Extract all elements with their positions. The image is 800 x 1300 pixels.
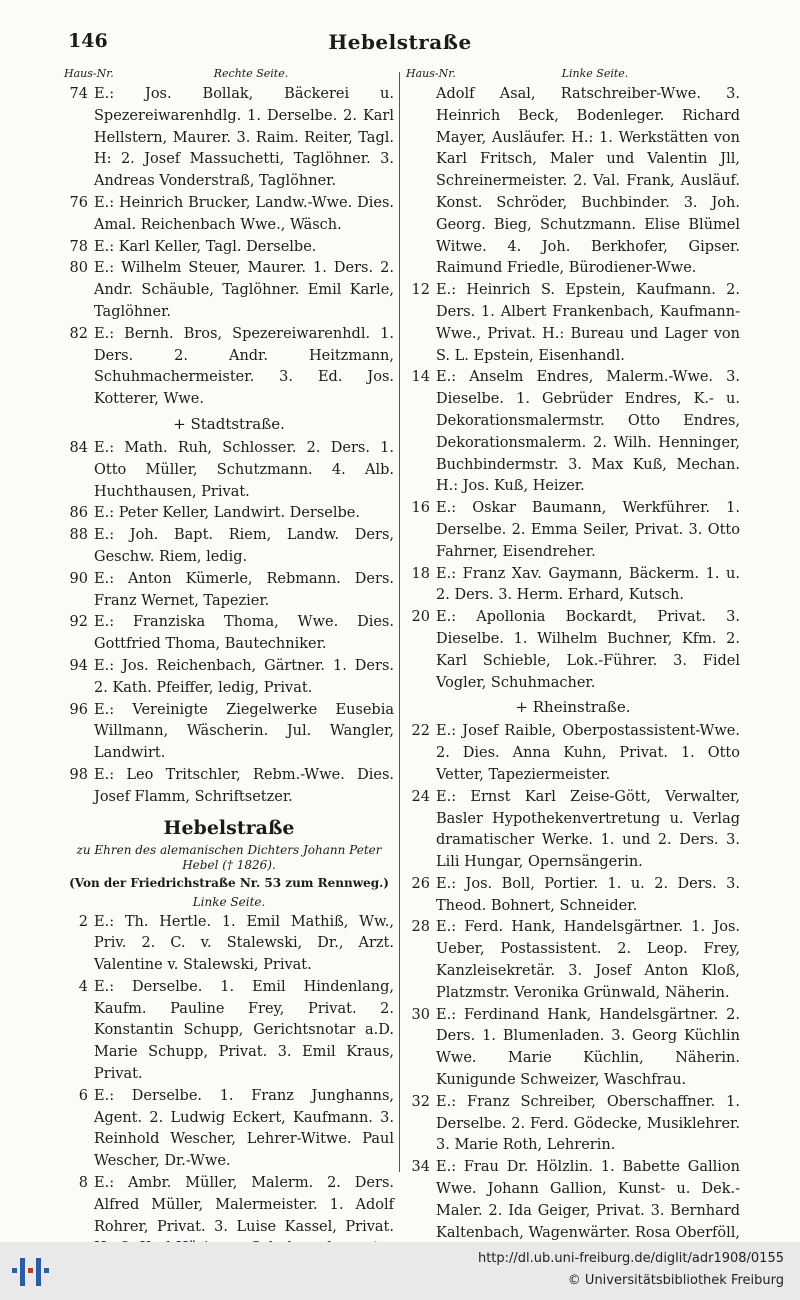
house-number: 32 xyxy=(411,1093,430,1110)
entry-text: E.: Ferd. Hank, Handelsgärtner. 1. Jos. Ueber, Postassistent. 2. Leop. Frey, Kanzleisekretär. 3. Josef Anton Kloß, Platzmstr. Veronika Grünwald, Näherin. xyxy=(436,919,740,1001)
house-number: 24 xyxy=(411,788,430,805)
entry-text: E.: Frau Dr. Hölzlin. 1. Babette Gallion Wwe. Johann Gallion, Kunst- u. Dek.-Maler. 2. Ida Geiger, Privat. 3. Bernhard Kaltenbach, Wagenwärter. Rosa Oberföll, xyxy=(436,1159,740,1241)
entry-text: E.: Peter Keller, Landwirt. Derselbe. xyxy=(94,505,360,522)
page-number: 146 xyxy=(68,30,108,52)
address-entry xyxy=(64,977,394,1086)
entry-text: E.: Wilhelm Steuer, Maurer. 1. Ders. 2. Andr. Schäuble, Taglöhner. Emil Karle, Taglöhner. xyxy=(94,260,394,320)
viewer-footer xyxy=(0,1242,800,1300)
address-entry xyxy=(406,874,740,918)
street-dedication: zu Ehren des alemanischen Dichters Johann Peter Hebel († 1826). xyxy=(76,842,382,872)
right-entries-b xyxy=(406,721,740,1242)
house-number: 76 xyxy=(69,194,88,211)
house-number xyxy=(406,84,436,280)
house-number: 14 xyxy=(411,369,430,386)
house-number: 2 xyxy=(78,913,88,930)
entry-text: E.: Jos. Bollak, Bäckerei u. Spezereiwarenhdlg. 1. Derselbe. 2. Karl Hellstern, Maurer. 3. Raim. Reiter, Tagl. H: 2. Josef Massuchetti, Taglöhner. 3. Andreas Vonderstraß, Taglöhner. xyxy=(94,86,394,190)
entry-text: E.: Franz Schreiber, Oberschaffner. 1. Derselbe. 2. Ferd. Gödecke, Musiklehrer. 3. Marie Roth, Lehrerin. xyxy=(436,1093,740,1154)
sub-side-label: Linke Seite. xyxy=(192,894,266,909)
house-number: 82 xyxy=(69,325,88,342)
entry-text: E.: Ernst Karl Zeise-Gött, Verwalter, Basler Hypothekenvertretung u. Verlag dramatischer Werke. 1. und 2. Ders. 3. Lili Hungar, Opernsängerin. xyxy=(436,788,740,871)
column-divider xyxy=(399,72,400,1172)
address-entry xyxy=(64,569,394,613)
address-entry xyxy=(64,656,394,700)
left-entries-b xyxy=(64,438,394,809)
entry-text: E.: Franziska Thoma, Wwe. Dies. Gottfried Thoma, Bautechniker. xyxy=(94,614,394,653)
address-entry xyxy=(406,498,740,563)
house-number: 30 xyxy=(411,1006,430,1023)
address-entry xyxy=(64,438,394,503)
house-number: 28 xyxy=(411,919,430,936)
entry-text: E.: Ferdinand Hank, Handelsgärtner. 2. Ders. 1. Blumenladen. 3. Georg Küchlin Wwe. Marie Küchlin, Näherin. Kunigunde Schweizer, Waschfrau. xyxy=(436,1006,740,1089)
house-number: 20 xyxy=(411,609,430,626)
address-entry xyxy=(406,787,740,874)
house-number: 34 xyxy=(411,1159,430,1176)
address-entry xyxy=(64,612,394,656)
address-entry xyxy=(64,503,394,525)
page-title: Hebelstraße xyxy=(328,30,472,54)
entry-text: E.: Derselbe. 1. Franz Junghanns, Agent. 2. Ludwig Eckert, Kaufmann. 3. Reinhold Wescher, Lehrer-Witwe. Paul Wescher, Dr.-Wwe. xyxy=(94,1087,394,1170)
entry-text: E.: Heinrich Brucker, Landw.-Wwe. Dies. Amal. Reichenbach Wwe., Wäsch. xyxy=(94,194,394,233)
house-number: 78 xyxy=(69,238,88,255)
entry-text: E.: Franz Xav. Gaymann, Bäckerm. 1. u. 2. Ders. 3. Herm. Erhard, Kutsch. xyxy=(436,565,740,604)
right-column xyxy=(406,64,740,1242)
address-entry xyxy=(64,237,394,259)
house-number: 8 xyxy=(78,1175,88,1192)
address-entry xyxy=(406,721,740,786)
entry-text: E.: Ambr. Müller, Malerm. 2. Ders. Alfred Müller, Malermeister. 1. Adolf Rohrer, Privat. 3. Luise Kassel, Privat. xyxy=(94,1175,394,1235)
section-title: Hebelstraße xyxy=(163,816,295,839)
address-entry xyxy=(406,564,740,608)
left-entries-a xyxy=(64,84,394,411)
address-entry xyxy=(406,1157,740,1242)
entry-text: E.: Derselbe. 1. Emil Hindenlang, Kaufm. Pauline Frey, Privat. 2. Konstantin Schupp, Gerichtsnotar a.D. Marie Schupp, Privat. 3. Emil Kraus, Privat. xyxy=(94,978,394,1083)
address-entry xyxy=(64,1173,394,1242)
entry-text: E.: Joh. Bapt. Riem, Landw. Ders, Geschw. Riem, ledig. xyxy=(94,527,394,565)
entry-text: E.: Leo Tritschler, Rebm.-Wwe. Dies. Josef Flamm, Schriftsetzer. xyxy=(94,766,394,805)
source-url-link[interactable]: http://dl.ub.uni-freiburg.de/diglit/adr1908/0155 xyxy=(477,1251,784,1266)
address-entry xyxy=(64,1086,394,1173)
house-number: 6 xyxy=(78,1087,88,1104)
right-entries-a xyxy=(406,84,740,694)
right-column-header xyxy=(406,64,740,84)
house-number: 4 xyxy=(78,978,88,995)
house-number: 18 xyxy=(411,565,430,582)
left-entries-c xyxy=(64,912,394,1243)
house-number: 94 xyxy=(69,657,88,674)
entry-text: E.: Bernh. Bros, Spezereiwarenhdl. 1. Ders. 2. Andr. Heitzmann, Schuhmachermeister. 3. Ed. Jos. Kotterer, Wwe. xyxy=(94,325,394,408)
address-entry xyxy=(64,84,394,193)
address-entry xyxy=(406,1005,740,1092)
house-number: 90 xyxy=(69,570,88,587)
entry-text: E.: Vereinigte Ziegelwerke Eusebia Willmann, Wäscherin. Jul. Wangler, Landwirt. xyxy=(94,701,394,762)
copyright-notice: © Universitätsbibliothek Freiburg xyxy=(567,1273,784,1288)
address-entry xyxy=(406,280,740,367)
address-entry xyxy=(64,193,394,237)
house-number: 84 xyxy=(69,439,88,456)
left-column-header xyxy=(64,64,394,84)
address-entry xyxy=(406,917,740,1004)
house-number: 22 xyxy=(411,723,430,740)
left-column xyxy=(64,64,394,1242)
entry-text: E.: Th. Hertle. 1. Emil Mathiß, Ww., Priv. 2. C. v. Stalewski, Dr., Arzt. Valentine v. Stalewski, Privat. xyxy=(94,913,394,974)
street-range: (Von der Friedrichstraße Nr. 53 zum Rennweg.) xyxy=(69,875,389,890)
house-number: 12 xyxy=(411,282,430,299)
house-number: 98 xyxy=(69,766,88,783)
house-number: 96 xyxy=(69,701,88,718)
university-library-logo-icon xyxy=(10,1254,56,1290)
house-number: 26 xyxy=(411,875,430,892)
address-entry xyxy=(64,258,394,323)
house-number: 86 xyxy=(69,505,88,522)
side-label: Rechte Seite. xyxy=(213,67,289,80)
entry-text: E.: Jos. Reichenbach, Gärtner. 1. Ders. 2. Kath. Pfeiffer, ledig, Privat. xyxy=(94,657,394,696)
house-number-label: Haus-Nr. xyxy=(64,67,114,80)
address-entry xyxy=(64,700,394,765)
entry-text: E.: Josef Raible, Oberpostassistent-Wwe. 2. Dies. Anna Kuhn, Privat. 1. Otto Vetter, Tapeziermeister. xyxy=(436,723,740,783)
side-label: Linke Seite. xyxy=(561,67,629,80)
entry-text: Adolf Asal, Ratschreiber-Wwe. 3. Heinrich Beck, Bodenleger. Richard Mayer, Ausläufer. H.: 1. Werkstätten von Karl Fritsch, Maler und Valentin Jll, Schreinermeister. 2. Val. Frank, Ausläuf. Konst. Schröder, Buchbinder. 3. Joh. Georg. Bieg, Schutzmann. Elise Blümel Witwe. 4. Joh. Berkhofer, Gipser. Raimund Friedle, Bürodiener-Wwe. xyxy=(436,86,740,277)
address-entry xyxy=(406,607,740,694)
cross-street: + Rheinstraße. xyxy=(515,698,631,717)
house-number: 88 xyxy=(69,527,88,544)
entry-text: E.: Heinrich S. Epstein, Kaufmann. 2. Ders. 1. Albert Frankenbach, Kaufmann-Wwe., Privat. H.: Bureau und Lager von S. L. Epstein, Eisenhandl. xyxy=(436,282,740,364)
house-number: 80 xyxy=(69,260,88,277)
entry-text: E.: Anselm Endres, Malerm.-Wwe. 3. Dieselbe. 1. Gebrüder Endres, K.- u. Dekorationsmalermstr. Otto Endres, Dekorationsmalerm. 2. Wilh. Henninger, Buchbindermstr. 3. Max Kuß, Mechan. H.: Jos. Kuß, Heizer. xyxy=(436,369,740,495)
address-entry xyxy=(406,1092,740,1157)
entry-text: E.: Karl Keller, Tagl. Derselbe. xyxy=(94,238,317,255)
address-entry xyxy=(64,912,394,977)
house-number: 74 xyxy=(69,86,88,102)
entry-text: E.: Jos. Boll, Portier. 1. u. 2. Ders. 3. Theod. Bohnert, Schneider. xyxy=(436,875,740,914)
house-number: 16 xyxy=(411,500,430,517)
address-entry xyxy=(64,765,394,809)
entry-text: E.: Apollonia Bockardt, Privat. 3. Dieselbe. 1. Wilhelm Buchner, Kfm. 2. Karl Schieble, Lok.-Führer. 3. Fidel Vogler, Schuhmacher. xyxy=(436,609,740,691)
entry-text: E.: Oskar Baumann, Werkführer. 1. Derselbe. 2. Emma Seiler, Privat. 3. Otto Fahrner, Eisendreher. xyxy=(436,500,740,560)
entry-text: E.: Math. Ruh, Schlosser. 2. Ders. 1. Otto Müller, Schutzmann. 4. Alb. Huchthausen, Privat. xyxy=(94,439,394,500)
entry-text: E.: Anton Kümerle, Rebmann. Ders. Franz Wernet, Tapezier. xyxy=(94,570,394,609)
cross-street: + Stadtstraße. xyxy=(173,414,285,433)
house-number-label: Haus-Nr. xyxy=(406,67,456,80)
address-entry xyxy=(406,84,740,280)
house-number: 92 xyxy=(69,614,88,631)
address-entry xyxy=(406,367,740,498)
address-entry xyxy=(64,324,394,411)
address-entry xyxy=(64,525,394,569)
